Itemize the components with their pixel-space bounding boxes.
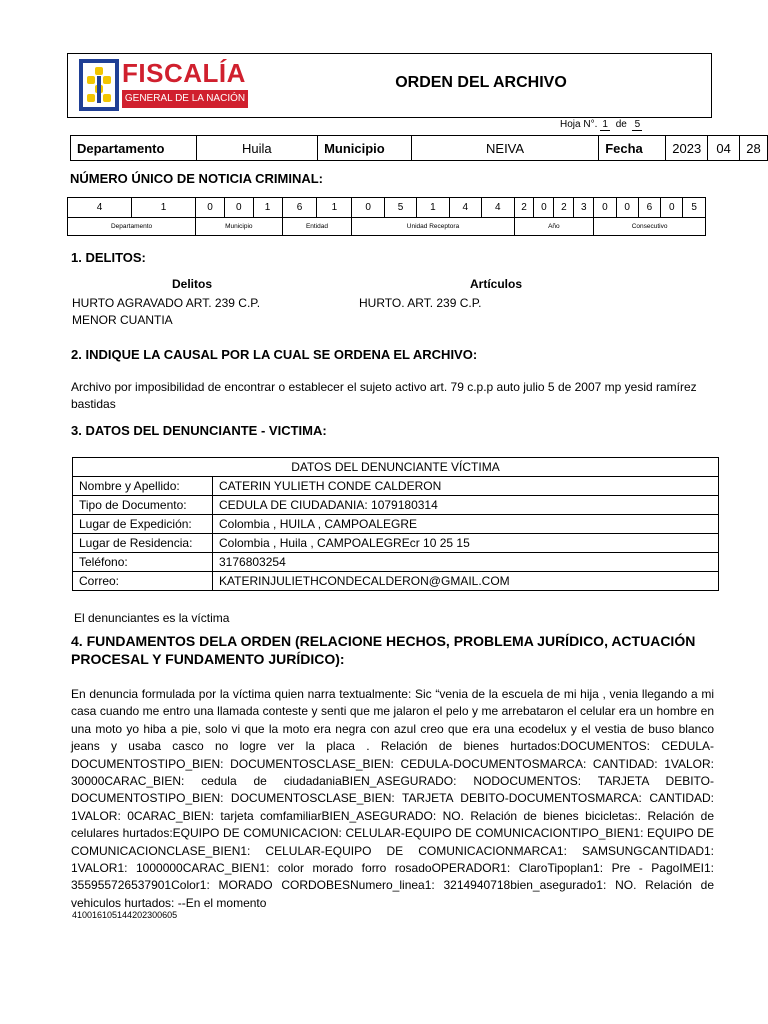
delitos-column-header: Delitos bbox=[172, 277, 213, 291]
page-prefix: Hoja N°. bbox=[560, 119, 598, 130]
nunc-group-label: Municipio bbox=[196, 218, 282, 236]
nunc-group-label: Departamento bbox=[68, 218, 196, 236]
nunc-digit: 6 bbox=[282, 198, 317, 218]
victim-table-header: DATOS DEL DENUNCIANTE VÍCTIMA bbox=[73, 458, 719, 477]
victim-field-label: Nombre y Apellido: bbox=[73, 477, 213, 496]
victim-field-label: Tipo de Documento: bbox=[73, 496, 213, 515]
fecha-label: Fecha bbox=[599, 136, 666, 161]
victim-field-value: CEDULA DE CIUDADANIA: 1079180314 bbox=[213, 496, 719, 515]
colombia-shield-icon bbox=[79, 59, 119, 111]
victim-field-value: Colombia , HUILA , CAMPOALEGRE bbox=[213, 515, 719, 534]
logo-title: FISCALÍA bbox=[122, 58, 246, 88]
nunc-digit: 5 bbox=[683, 198, 706, 218]
nunc-digit: 4 bbox=[68, 198, 132, 218]
table-row bbox=[73, 477, 719, 496]
nunc-digit: 1 bbox=[253, 198, 282, 218]
victim-field-label: Correo: bbox=[73, 572, 213, 591]
victim-field-value: KATERINJULIETHCONDECALDERON@GMAIL.COM bbox=[213, 572, 719, 591]
victim-note: El denunciantes es la víctima bbox=[74, 611, 230, 625]
nunc-digit: 6 bbox=[638, 198, 660, 218]
victim-data-table bbox=[72, 457, 719, 591]
fundamentos-title-line-1: 4. FUNDAMENTOS DELA ORDEN (RELACIONE HECHOS, PROBLEMA JURÍDICO, ACTUACIÓN bbox=[71, 633, 696, 649]
denunciante-title: 3. DATOS DEL DENUNCIANTE - VICTIMA: bbox=[71, 423, 327, 438]
nunc-digit: 0 bbox=[224, 198, 253, 218]
articulos-column-header: Artículos bbox=[470, 277, 523, 291]
delitos-title: 1. DELITOS: bbox=[71, 250, 146, 265]
nunc-title: NÚMERO ÚNICO DE NOTICIA CRIMINAL: bbox=[70, 171, 324, 186]
municipio-label: Municipio bbox=[318, 136, 412, 161]
fecha-day: 28 bbox=[739, 136, 767, 161]
nunc-digit: 1 bbox=[317, 198, 352, 218]
nunc-digit: 0 bbox=[616, 198, 638, 218]
nunc-digit: 0 bbox=[196, 198, 225, 218]
victim-field-value: Colombia , Huila , CAMPOALEGREcr 10 25 15 bbox=[213, 534, 719, 553]
victim-field-label: Teléfono: bbox=[73, 553, 213, 572]
delito-line-2: MENOR CUANTIA bbox=[72, 313, 173, 327]
causal-title: 2. INDIQUE LA CAUSAL POR LA CUAL SE ORDENA EL ARCHIVO: bbox=[71, 347, 478, 362]
delito-line-1: HURTO AGRAVADO ART. 239 C.P. bbox=[72, 296, 261, 310]
nunc-group-label: Año bbox=[514, 218, 594, 236]
logo-subtitle: GENERAL DE LA NACIÓN bbox=[122, 90, 248, 108]
nunc-digit: 1 bbox=[417, 198, 449, 218]
nunc-group-label: Unidad Receptora bbox=[352, 218, 514, 236]
table-row bbox=[73, 534, 719, 553]
municipio-value: NEIVA bbox=[411, 136, 598, 161]
nunc-digit: 0 bbox=[352, 198, 384, 218]
nunc-digit: 3 bbox=[574, 198, 594, 218]
nunc-table bbox=[67, 197, 706, 236]
causal-text: Archivo por imposibilidad de encontrar o establecer el sujeto activo art. 79 c.p.p auto julio 5 de 2007 mp yesid ramírez bastidas bbox=[71, 380, 697, 411]
victim-field-label: Lugar de Expedición: bbox=[73, 515, 213, 534]
table-row bbox=[73, 515, 719, 534]
departamento-value: Huila bbox=[196, 136, 318, 161]
victim-field-value: 3176803254 bbox=[213, 553, 719, 572]
page-total: 5 bbox=[632, 119, 642, 131]
location-date-table bbox=[70, 135, 768, 161]
articulo-value: HURTO. ART. 239 C.P. bbox=[359, 296, 482, 310]
fundamentos-body: En denuncia formulada por la víctima quien narra textualmente: Sic “venia de la escuela de mi hija , venia llegando a mi casa cuando me entro una llamada conteste y senti que me jalaron el pelo y me arrebataron el celular era un hombre en una moto yo hiba a pie, solo vi que la moto era negra con azul creo que era una ecodelux y el vestia de buso blanco jeans y usaba casco no logre ver la placa . Relación de bienes hurtados:DOCUMENTOS: CEDULA-DOCUMENTOSTIPO_BIEN: DOCUMENTOSCLASE_BIEN: CEDULA-DOCUMENTOSMARCA: CANTIDAD: 1VALOR: 30000CARAC_BIEN: cedula de ciudadaniaBIEN_ASEGURADO: NODOCUMENTOS: TARJETA DEBITO-DOCUMENTOSTIPO_BIEN: DOCUMENTOSCLASE_BIEN: TARJETA DEBITO-DOCUMENTOSMARCA: CANTIDAD: 1VALOR: 0CARAC_BIEN: tarjeta comfamiliarBIEN_ASEGURADO: NO. Relación de bienes bicicletas:. Relación de celulares hurtados:EQUIPO DE COMUNICACION: CELULAR-EQUIPO DE COMUNICACIONTIPO_BIEN1: EQUIPO DE COMUNICACIONCLASE_BIEN1: CELULAR-EQUIPO DE COMUNICACIONMARCA1: SAMSUNGCANTIDAD1: 1VALOR1: 1000000CARAC_BIEN1: color morado forro rosadoOPERADOR1: ClaroTipoplan1: Pre - PagoIMEI1: 355955726537901Color1: MORADO CORDOBESNumero_linea1: 3214940718bien_asegurado1: NO. Relación de vehiculos hurtados: --En el momento bbox=[71, 687, 714, 910]
fiscalia-logo bbox=[79, 59, 249, 111]
nunc-digit: 0 bbox=[661, 198, 683, 218]
nunc-digit: 0 bbox=[594, 198, 616, 218]
fundamentos-title-line-2: PROCESAL Y FUNDAMENTO JURÍDICO): bbox=[71, 651, 345, 667]
fecha-year: 2023 bbox=[666, 136, 708, 161]
nunc-digit: 4 bbox=[482, 198, 515, 218]
victim-field-label: Lugar de Residencia: bbox=[73, 534, 213, 553]
nunc-digit: 2 bbox=[554, 198, 574, 218]
departamento-label: Departamento bbox=[71, 136, 197, 161]
table-row bbox=[73, 553, 719, 572]
page-indicator bbox=[560, 119, 720, 131]
nunc-digit: 5 bbox=[384, 198, 416, 218]
victim-field-value: CATERIN YULIETH CONDE CALDERON bbox=[213, 477, 719, 496]
nunc-digit: 0 bbox=[534, 198, 554, 218]
nunc-digit: 2 bbox=[514, 198, 534, 218]
table-row bbox=[73, 572, 719, 591]
nunc-digit: 1 bbox=[132, 198, 196, 218]
document-title: ORDEN DEL ARCHIVO bbox=[395, 74, 567, 91]
page-number: 1 bbox=[600, 119, 610, 131]
footer-code: 410016105144202300605 bbox=[72, 910, 178, 920]
nunc-digit: 4 bbox=[449, 198, 481, 218]
table-row bbox=[73, 496, 719, 515]
page-of: de bbox=[615, 119, 627, 130]
nunc-group-label: Entidad bbox=[282, 218, 352, 236]
fecha-month: 04 bbox=[708, 136, 740, 161]
nunc-group-label: Consecutivo bbox=[594, 218, 706, 236]
